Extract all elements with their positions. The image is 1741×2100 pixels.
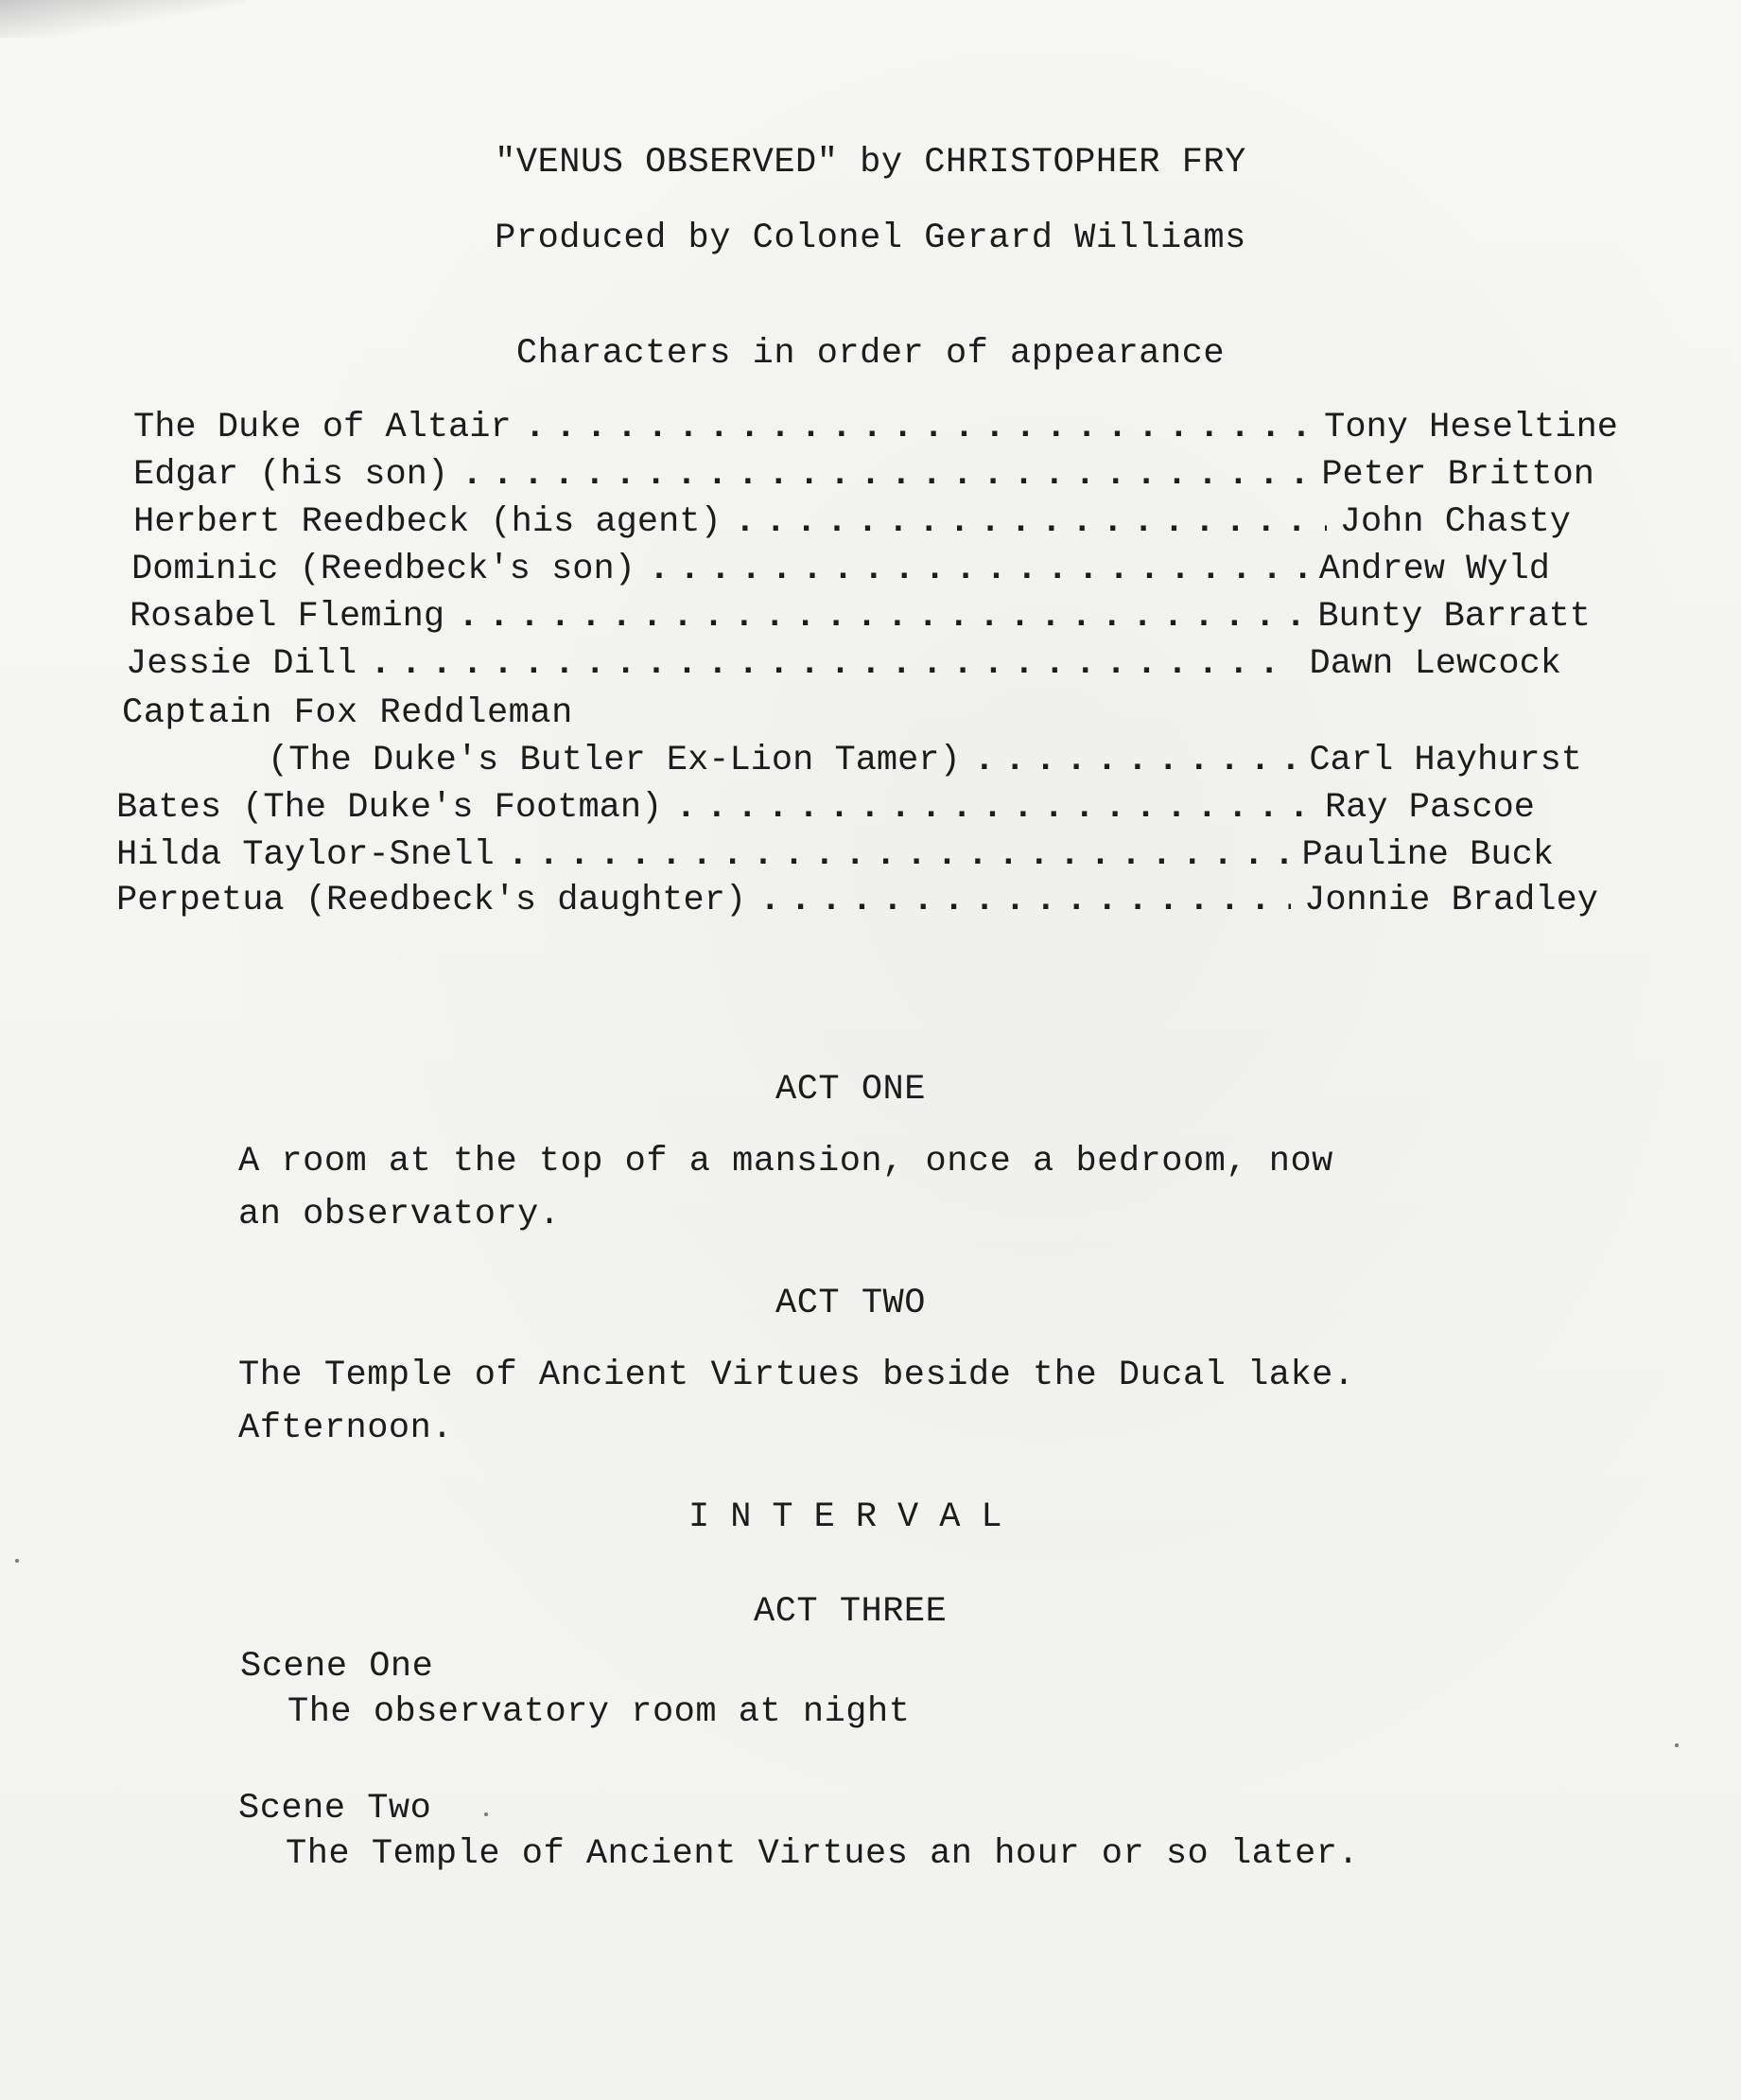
act-one-description: A room at the top of a mansion, once a bedroom, now bbox=[238, 1142, 1333, 1181]
cast-role: The Duke of Altair bbox=[133, 408, 512, 447]
leader-dots bbox=[735, 501, 1327, 543]
cast-row bbox=[133, 454, 1594, 496]
cast-row bbox=[131, 549, 1550, 590]
cast-row bbox=[116, 787, 1535, 829]
act-two-description: Afternoon. bbox=[238, 1409, 454, 1448]
leader-dots bbox=[649, 549, 1306, 590]
cast-role: Edgar (his son) bbox=[133, 455, 449, 495]
cast-role: Hilda Taylor-Snell bbox=[116, 835, 495, 875]
cast-actor: Tony Heseltine bbox=[1324, 408, 1618, 447]
scan-speck bbox=[15, 1559, 19, 1563]
leader-dots bbox=[458, 596, 1304, 638]
cast-role: Perpetua (Reedbeck's daughter) bbox=[116, 881, 747, 920]
scene-two-description: The Temple of Ancient Virtues an hour or so later. bbox=[286, 1834, 1360, 1874]
cast-row bbox=[130, 596, 1591, 638]
cast-row bbox=[126, 643, 1561, 685]
cast-role: Rosabel Fleming bbox=[130, 597, 445, 637]
scene-two-heading: Scene Two bbox=[238, 1789, 432, 1829]
leader-dots bbox=[759, 880, 1291, 921]
leader-dots bbox=[508, 834, 1289, 876]
cast-row bbox=[133, 501, 1571, 543]
cast-actor: John Chasty bbox=[1339, 502, 1571, 542]
act-one-heading: ACT ONE bbox=[775, 1070, 926, 1110]
cast-role: Captain Fox Reddleman bbox=[122, 693, 573, 733]
cast-heading: Characters in order of appearance bbox=[515, 334, 1226, 374]
scan-speck bbox=[484, 1812, 488, 1816]
act-two-heading: ACT TWO bbox=[775, 1284, 926, 1323]
cast-row bbox=[268, 740, 1582, 781]
cast-actor: Pauline Buck bbox=[1301, 835, 1554, 875]
cast-actor: Peter Britton bbox=[1321, 455, 1594, 495]
cast-actor: Jonnie Bradley bbox=[1304, 881, 1598, 920]
cast-role: Dominic (Reedbeck's son) bbox=[131, 550, 635, 589]
play-title: "VENUS OBSERVED" by CHRISTOPHER FRY bbox=[495, 143, 1246, 183]
leader-dots bbox=[461, 454, 1308, 496]
cast-role: Jessie Dill bbox=[126, 644, 357, 684]
act-two-description: The Temple of Ancient Virtues beside the Ducal lake. bbox=[238, 1356, 1355, 1395]
scan-shadow bbox=[0, 0, 246, 38]
scene-one-description: The observatory room at night bbox=[287, 1692, 911, 1732]
leader-dots bbox=[370, 643, 1296, 685]
leader-dots bbox=[974, 740, 1297, 781]
cast-actor: Andrew Wyld bbox=[1318, 550, 1550, 589]
leader-dots bbox=[675, 787, 1312, 829]
cast-actor: Ray Pascoe bbox=[1324, 788, 1535, 828]
cast-role: Bates (The Duke's Footman) bbox=[116, 788, 663, 828]
interval-heading: INTERVAL bbox=[688, 1497, 1023, 1537]
cast-actor: Carl Hayhurst bbox=[1309, 741, 1582, 780]
cast-row bbox=[133, 407, 1618, 448]
cast-row bbox=[116, 834, 1554, 876]
act-one-description: an observatory. bbox=[238, 1195, 561, 1234]
cast-role: (The Duke's Butler Ex-Lion Tamer) bbox=[268, 741, 961, 780]
cast-actor: Bunty Barratt bbox=[1317, 597, 1591, 637]
producer-credit: Produced by Colonel Gerard Williams bbox=[495, 219, 1246, 258]
act-three-heading: ACT THREE bbox=[754, 1592, 948, 1632]
leader-dots bbox=[525, 407, 1311, 448]
scene-one-heading: Scene One bbox=[240, 1647, 434, 1687]
cast-role: Herbert Reedbeck (his agent) bbox=[133, 502, 722, 542]
scan-speck bbox=[1675, 1743, 1679, 1747]
cast-actor: Dawn Lewcock bbox=[1309, 644, 1561, 684]
cast-row bbox=[116, 880, 1598, 921]
